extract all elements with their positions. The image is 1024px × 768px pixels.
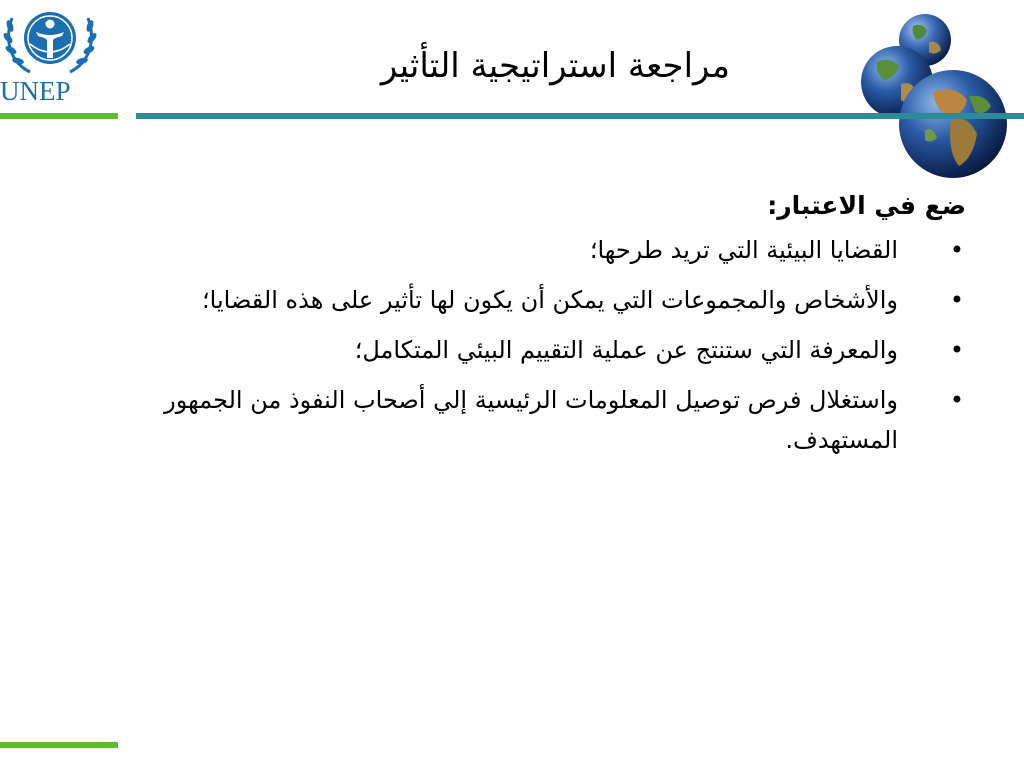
bullet-item xyxy=(90,280,970,320)
bullet-list xyxy=(90,230,970,460)
body-heading: ضع في الاعتبار: xyxy=(767,191,966,220)
unep-logo-text: UNEP xyxy=(0,76,71,106)
bullet-text: والمعرفة التي ستنتج عن عملية التقييم البيئي المتكامل؛ xyxy=(354,336,898,364)
bullet-dot-icon: • xyxy=(949,386,964,414)
bullet-text: والأشخاص والمجموعات التي يمكن أن يكون لها تأثير على هذه القضايا؛ xyxy=(202,286,898,314)
bottom-green-rule xyxy=(0,742,118,748)
bullet-text: واستغلال فرص توصيل المعلومات الرئيسية إلي أصحاب النفوذ من الجمهور المستهدف. xyxy=(164,386,898,454)
bullet-item xyxy=(90,230,970,270)
unep-logo xyxy=(0,0,100,108)
bullet-text: القضايا البيئية التي تريد طرحها؛ xyxy=(589,236,898,264)
top-teal-rule xyxy=(136,113,1024,119)
bullet-dot-icon: • xyxy=(949,286,964,314)
bullet-item xyxy=(90,380,970,460)
slide-title: مراجعة استراتيجية التأثير xyxy=(380,46,730,86)
top-green-rule xyxy=(0,113,118,119)
bullet-dot-icon: • xyxy=(949,336,964,364)
unep-emblem-icon xyxy=(0,0,100,80)
slide-body xyxy=(90,182,970,470)
bullet-item xyxy=(90,330,970,370)
globes-icon xyxy=(855,12,1015,184)
bullet-dot-icon: • xyxy=(949,236,964,264)
